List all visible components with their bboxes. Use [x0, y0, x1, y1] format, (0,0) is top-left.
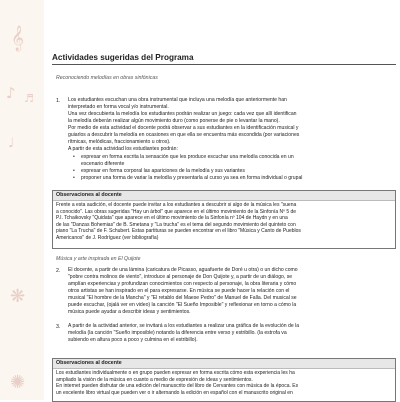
observation-text: Los estudiantes individualmente o en grupo pueden expresar en forma escrita cómo esta experiencia les ha ampliado la visión de la música en cuanto a medio de expresión de ideas y sentimientos. En internet pueden disfrutar de una edición del manuscrito del libro de Cervantes con música de la época. Es un excelente libro virtual que pueden ver o ir alternando la edición en español con el manuscrito original en — [56, 370, 299, 396]
bullet-item: • proponer una forma de variar la melodía y presentarla al curso ya sea en forma individual o grupal — [73, 175, 303, 181]
bullet-item: • expresar en forma escrita la sensación que les produce escuchar una melodía conocida en un escenario diferente — [73, 154, 294, 167]
note-icon: ♩ — [8, 136, 15, 151]
tambourine-icon: ✺ — [10, 372, 26, 393]
item-number-3: 3. — [56, 324, 61, 330]
treble-clef-icon: 𝄞 — [11, 26, 25, 51]
eighth-note-icon: ♪ — [6, 84, 16, 102]
drum-icon: ❋ — [10, 286, 26, 307]
section-heading-quijote: Música y arte inspirada en El Quijote — [56, 256, 141, 262]
observation-box-1 — [52, 190, 396, 249]
decorative-margin — [0, 0, 44, 400]
section-heading-melodias: Reconociendo melodías en obras sinfónicas — [56, 75, 158, 81]
observation-text: Frente a esta audición, el docente puede invitar a los estudiantes a descubrir si algo de la música les "suena a conocido". Las obras sugeridas "Hay un árbol" que aparece en el último movimiento de la Sinfonía Nº 5 de P.I. Tchaikovsky "Quidata" que aparece en el último movimiento de la Sinfonía nº 104 de Haydn y en una de las "Danzas Bohemias" de B. Smetana y "La trucha" es el tema del segundo movimiento del quinteto con piano "La Trucha" de F. Schubert. Estas partituras se pueden encontrar en el libro "Música y Canto de Pueblos Americanos" de J. Rodríguez (ver bibliografía) — [56, 202, 301, 241]
sixteenth-note-icon: ♬ — [24, 92, 34, 105]
activity-2-text: El docente, a partir de una lámina (caricatura de Picasso, aguafuerte de Doré u otra) o un dicho como "pobre contra molinos de viento", introduce al personaje de Don Quijote y, a partir de un diálogo, se amplían experiencias y profundizan conocimientos con respecto al personaje, la obra literaria y cómo otros artistas se han inspirado en el para expresarse. En música se puede hacer la relación con el musical "El hombre de la Mancha" y "El retablo del Maese Pedro" de Manuel de Falla. Del musical se puede escuchar, (ojalá ver en video) la canción "El Sueño Imposible" y reflexionar en torno a cómo la música puede ayudar a describir ideas y sentimientos. — [68, 267, 298, 315]
title-divider — [52, 64, 396, 65]
observation-box-2 — [52, 358, 396, 402]
observation-heading: Observaciones al docente — [53, 359, 395, 369]
activity-1-bullets — [72, 154, 302, 182]
bullet-icon: • — [73, 154, 75, 160]
bullet-icon: • — [73, 168, 75, 174]
bullet-item: • expresar en forma corporal las apariciones de la melodía y sus variantes — [73, 168, 245, 174]
bullet-icon: • — [73, 175, 75, 181]
item-number-1: 1. — [56, 98, 61, 104]
observation-heading: Observaciones al docente — [53, 191, 395, 201]
activity-1-text: Los estudiantes escuchan una obra instrumental que incluya una melodía que anteriormente han interpretado en forma vocal y/o instrumental. Una vez descubierta la melodía los estudiantes podrán realizar un juego: cada vez que allí identifican la melodía deberán realizar algún movimiento duro (como ponerse de pie o levantar la mano). Por medio de esta actividad el docente podrá observar a sus estudiantes en la identificación musical y guiarlos a descubrir la melodía en ocasiones en que ella se encuentra más escondida (por variaciones rítmicas, melódicas, fraccionamiento u otros). A partir de esta actividad los estudiantes podrán: — [68, 97, 300, 152]
page-title: Actividades sugeridas del Programa — [52, 53, 194, 62]
activity-3-text: A partir de la actividad anterior, se invitará a los estudiantes a realizar una gráfica de la evolución de la melodía (la canción "Sueño imposible) notando la diferencia entre verso y estribillo. (la estrofa va subiendo en altura poco a poco y culmina en el estribillo). — [68, 323, 300, 343]
item-number-2: 2. — [56, 268, 61, 274]
